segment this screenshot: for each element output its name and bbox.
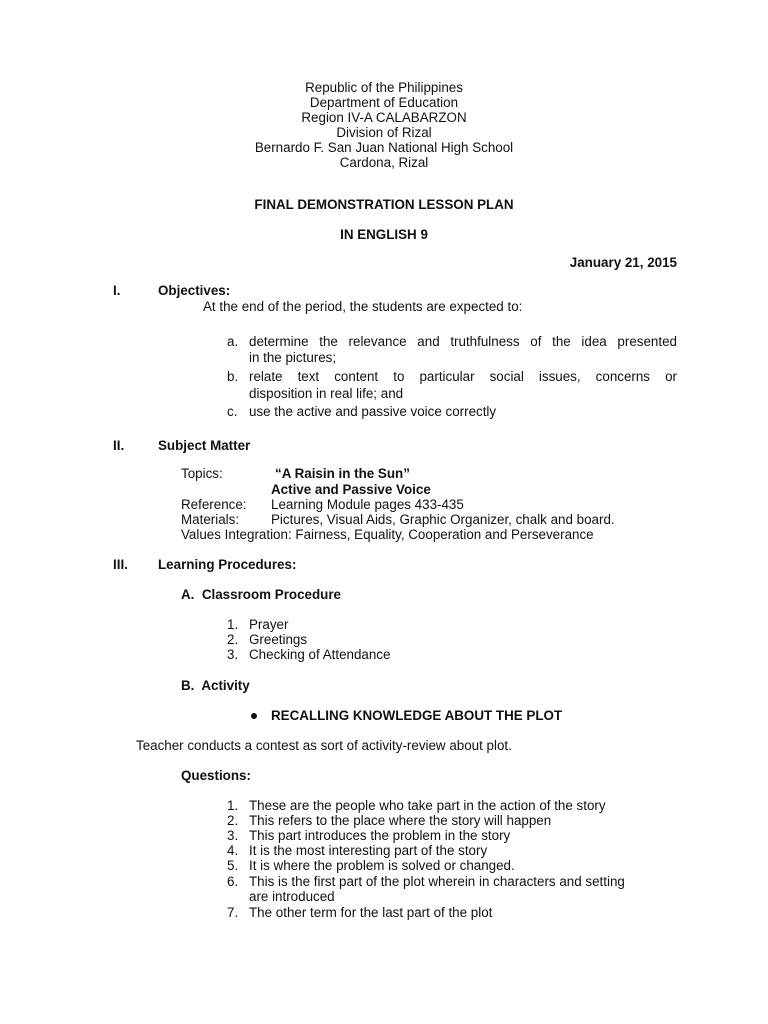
objective-marker-c: c. — [227, 404, 238, 419]
header-line-division: Division of Rizal — [336, 125, 432, 140]
questions-heading: Questions: — [181, 768, 251, 783]
section-heading-learning-procedures: Learning Procedures: — [158, 557, 297, 572]
question-marker: 4. — [227, 843, 239, 858]
activity-description: Teacher conducts a contest as sort of activity-review about plot. — [136, 738, 512, 753]
section-heading-subject-matter: Subject Matter — [158, 438, 251, 453]
topic-active-passive-voice: Active and Passive Voice — [271, 482, 431, 497]
values-integration: Values Integration: Fairness, Equality, Cooperation and Perseverance — [181, 527, 594, 542]
classroom-item-greetings: Greetings — [249, 632, 308, 647]
classroom-item-marker: 3. — [227, 647, 239, 662]
section-numeral-subject-matter: II. — [113, 438, 125, 453]
objective-b-line1: relate text content to particular social issues, concerns or — [249, 369, 677, 384]
header-line-department: Department of Education — [309, 95, 459, 110]
materials-label: Materials: — [181, 512, 240, 527]
objective-b-line2: disposition in real life; and — [249, 386, 404, 401]
classroom-item-prayer: Prayer — [249, 617, 289, 632]
materials-value: Pictures, Visual Aids, Graphic Organizer, chalk and board. — [271, 512, 615, 527]
objective-a-line2: in the pictures; — [249, 350, 337, 365]
question-item: This refers to the place where the story will happen — [249, 813, 552, 828]
question-item: This is the first part of the plot wherein in characters and setting — [249, 874, 625, 889]
topic-raisin-in-the-sun: “A Raisin in the Sun” — [275, 466, 410, 481]
question-item: It is where the problem is solved or changed. — [249, 858, 515, 873]
question-marker: 5. — [227, 858, 239, 873]
classroom-item-marker: 1. — [227, 617, 239, 632]
question-marker: 7. — [227, 905, 239, 920]
question-marker: 1. — [227, 798, 239, 813]
question-marker: 3. — [227, 828, 239, 843]
objective-marker-a: a. — [227, 334, 239, 349]
header-line-republic: Republic of the Philippines — [305, 80, 463, 95]
question-item-continuation: are introduced — [249, 889, 335, 904]
topics-label: Topics: — [181, 466, 223, 481]
document-date: January 21, 2015 — [569, 255, 677, 270]
subsection-heading-activity: B. Activity — [181, 678, 250, 693]
document-title: FINAL DEMONSTRATION LESSON PLAN — [254, 197, 514, 212]
reference-label: Reference: — [181, 497, 247, 512]
classroom-item-attendance: Checking of Attendance — [249, 647, 391, 662]
reference-value: Learning Module pages 433-435 — [271, 497, 464, 512]
bullet-icon — [251, 713, 257, 719]
question-item: This part introduces the problem in the story — [249, 828, 511, 843]
objectives-intro: At the end of the period, the students are expected to: — [203, 299, 523, 314]
section-numeral-learning-procedures: III. — [113, 557, 128, 572]
section-numeral-objectives: I. — [113, 283, 121, 298]
classroom-item-marker: 2. — [227, 632, 239, 647]
section-heading-objectives: Objectives: — [158, 283, 231, 298]
question-item: It is the most interesting part of the story — [249, 843, 488, 858]
subsection-heading-classroom-procedure: A. Classroom Procedure — [181, 587, 341, 602]
header-line-school: Bernardo F. San Juan National High School — [254, 140, 514, 155]
document-subtitle: IN ENGLISH 9 — [340, 227, 428, 242]
question-marker: 6. — [227, 874, 239, 889]
objective-c-line1: use the active and passive voice correctly — [249, 404, 497, 419]
question-item: These are the people who take part in the action of the story — [249, 798, 606, 813]
question-marker: 2. — [227, 813, 239, 828]
question-item: The other term for the last part of the plot — [249, 905, 493, 920]
objective-a-line1: determine the relevance and truthfulness of the idea presented — [249, 334, 677, 349]
activity-bullet-recalling: RECALLING KNOWLEDGE ABOUT THE PLOT — [271, 708, 563, 723]
header-line-location: Cardona, Rizal — [339, 155, 429, 170]
objective-marker-b: b. — [227, 369, 239, 384]
header-line-region: Region IV-A CALABARZON — [301, 110, 467, 125]
